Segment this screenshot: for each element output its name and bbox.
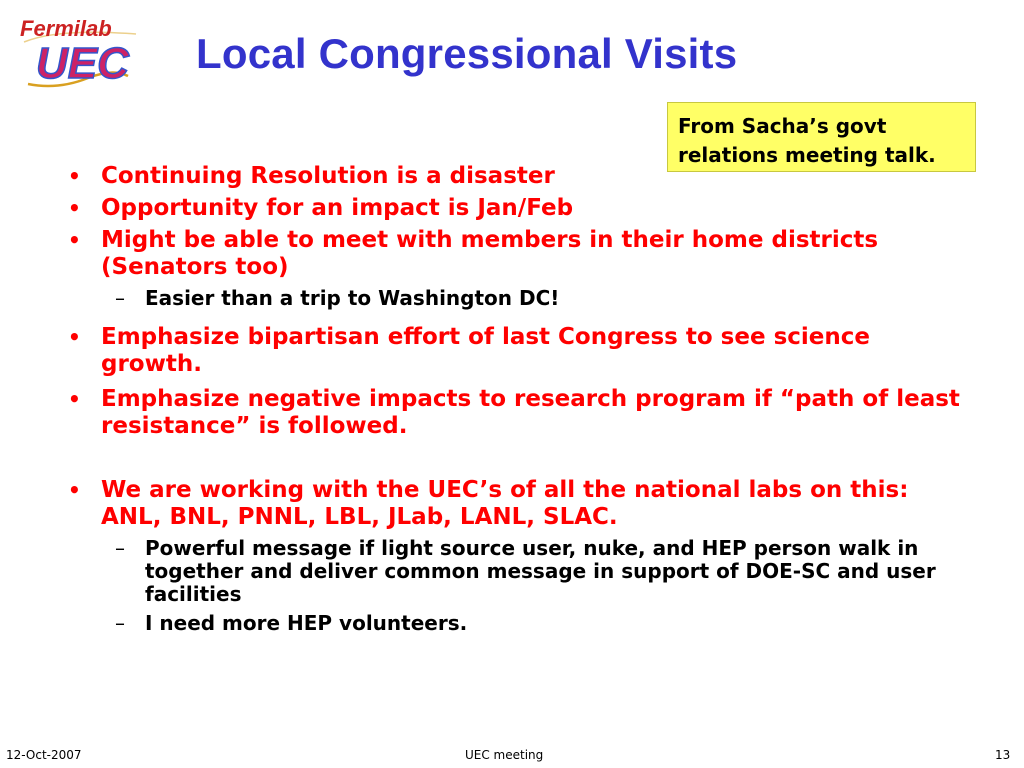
svg-text:Fermilab: Fermilab: [20, 16, 112, 41]
sub-bullet-marker: –: [115, 611, 125, 635]
sub-bullet-item: [64, 537, 964, 606]
sub-bullet-text: I need more HEP volunteers.: [145, 611, 468, 635]
bullet-item: [64, 163, 964, 190]
callout-note: From Sacha’s govt relations meeting talk.: [667, 102, 976, 172]
fermilab-uec-logo: [18, 14, 142, 94]
bullet-item: [64, 386, 964, 440]
sub-bullet-item: [64, 612, 964, 635]
bullet-item: [64, 195, 964, 222]
bullet-marker: •: [68, 387, 81, 411]
bullet-marker: •: [68, 228, 81, 252]
sub-bullet-item: [64, 287, 964, 310]
bullet-item: [64, 477, 964, 531]
sub-bullet-marker: –: [115, 286, 125, 310]
sub-bullet-text: Powerful message if light source user, nuke, and HEP person walk in together and deliver common message in support of DOE-SC and user facilities: [145, 536, 936, 606]
bullet-text: Opportunity for an impact is Jan/Feb: [101, 195, 574, 221]
bullet-text: Emphasize negative impacts to research program if “path of least resistance” is followed.: [101, 386, 960, 439]
sub-bullet-text: Easier than a trip to Washington DC!: [145, 286, 560, 310]
bullet-text: Might be able to meet with members in their home districts (Senators too): [101, 227, 879, 280]
bullet-marker: •: [68, 164, 81, 188]
bullet-item: [64, 227, 964, 281]
footer-date: 12-Oct-2007: [6, 748, 82, 762]
bullet-list: [64, 163, 964, 635]
bullet-marker: •: [68, 196, 81, 220]
svg-text:UEC: UEC: [36, 39, 129, 88]
bullet-marker: •: [68, 478, 81, 502]
bullet-marker: •: [68, 325, 81, 349]
page-number: 13: [995, 748, 1011, 762]
bullet-item: [64, 324, 964, 378]
bullet-text: Continuing Resolution is a disaster: [101, 163, 555, 189]
footer-title: UEC meeting: [465, 748, 544, 762]
slide-title: Local Congressional Visits: [196, 30, 738, 77]
bullet-text: We are working with the UEC’s of all the national labs on this: ANL, BNL, PNNL, LBL, JLab, LANL, SLAC.: [101, 477, 909, 530]
bullet-text: Emphasize bipartisan effort of last Congress to see science growth.: [101, 324, 870, 377]
sub-bullet-marker: –: [115, 536, 125, 560]
